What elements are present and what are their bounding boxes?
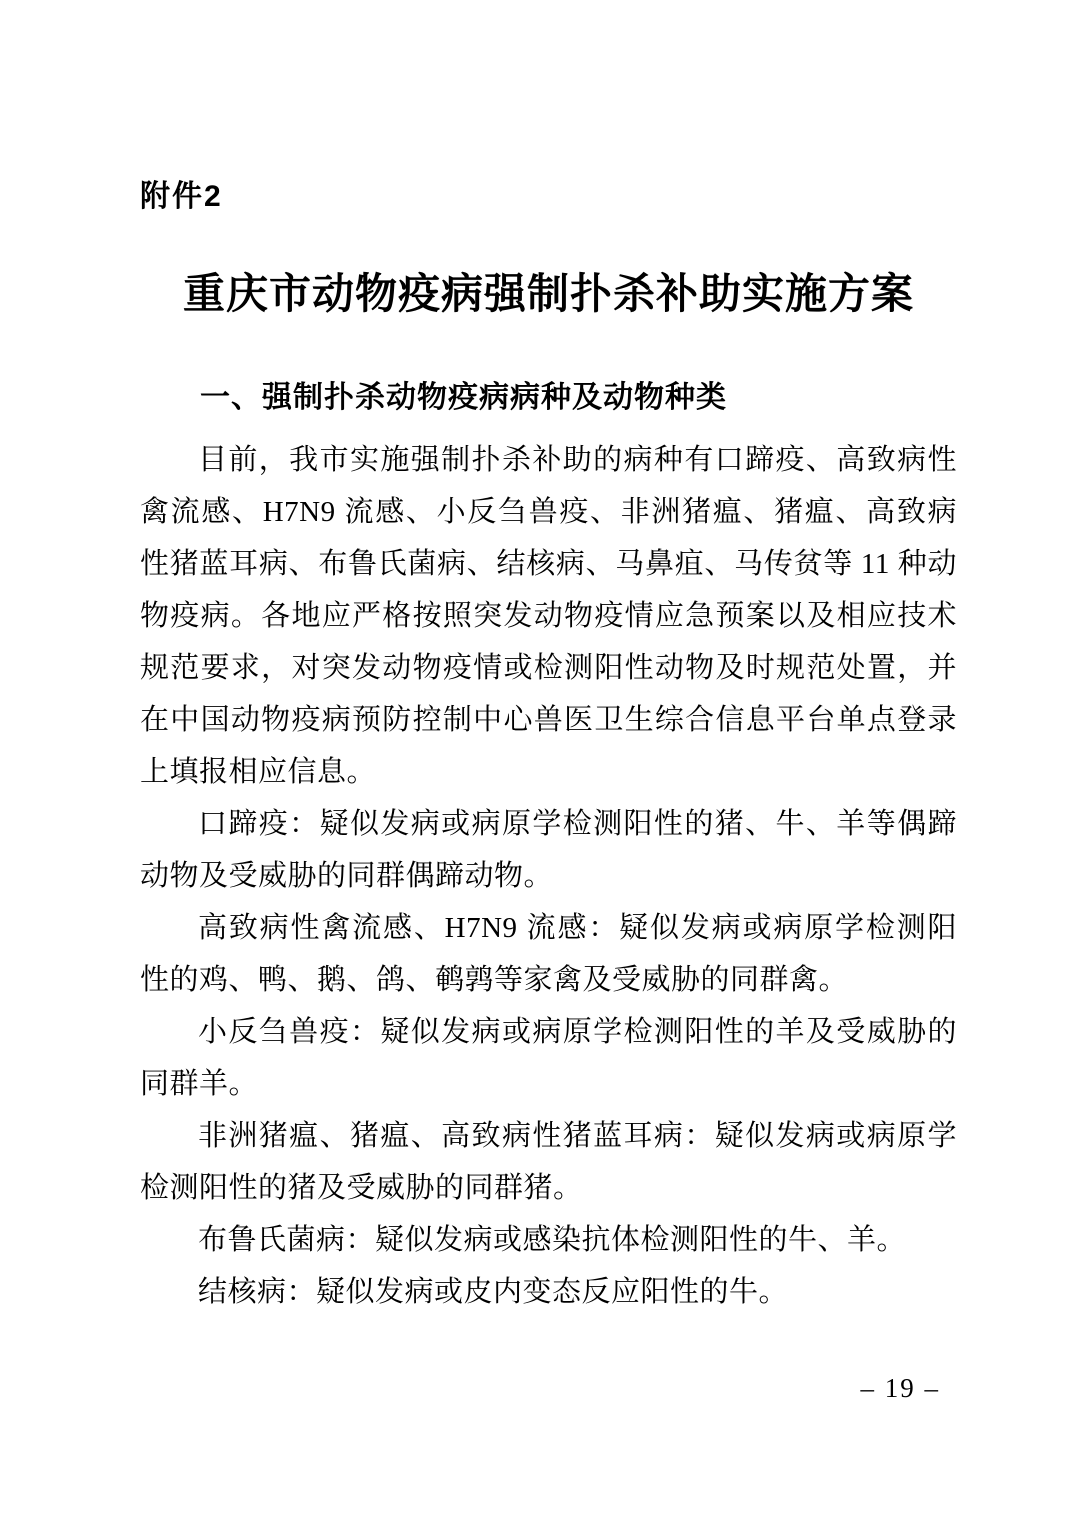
body-paragraph-avian-flu: 高致病性禽流感、H7N9 流感：疑似发病或病原学检测阳性的鸡、鸭、鹅、鸽、鹌鹑等家禽及受威胁的同群禽。 — [140, 912, 957, 996]
body-text — [140, 434, 957, 1318]
body-paragraph-tuberculosis: 结核病：疑似发病或皮内变态反应阳性的牛。 — [198, 1276, 789, 1308]
document-title: 重庆市动物疫病强制扑杀补助实施方案 — [182, 272, 914, 318]
body-paragraph-overview: 目前，我市实施强制扑杀补助的病种有口蹄疫、高致病性禽流感、H7N9 流感、小反刍兽疫、非洲猪瘟、猪瘟、高致病性猪蓝耳病、布鲁氏菌病、结核病、马鼻疽、马传贫等 11 种动物疫病。各地应严格按照突发动物疫情应急预案以及相应技术规范要求，对突发动物疫情或检测阳性动物及时规范处置，并在中国动物疫病预防控制中心兽医卫生综合信息平台单点登录上填报相应信息。 — [140, 444, 957, 788]
page-number: – 19 – — [860, 1373, 940, 1403]
section-heading: 一、强制扑杀动物疫病病种及动物种类 — [200, 381, 727, 414]
body-paragraph-brucellosis: 布鲁氏菌病：疑似发病或感染抗体检测阳性的牛、羊。 — [198, 1224, 907, 1256]
body-paragraph-swine-fever: 非洲猪瘟、猪瘟、高致病性猪蓝耳病：疑似发病或病原学检测阳性的猪及受威胁的同群猪。 — [140, 1120, 957, 1204]
body-paragraph-ppr: 小反刍兽疫：疑似发病或病原学检测阳性的羊及受威胁的同群羊。 — [140, 1016, 957, 1100]
body-paragraph-fmd: 口蹄疫：疑似发病或病原学检测阳性的猪、牛、羊等偶蹄动物及受威胁的同群偶蹄动物。 — [140, 808, 957, 892]
attachment-label: 附件2 — [140, 180, 223, 213]
